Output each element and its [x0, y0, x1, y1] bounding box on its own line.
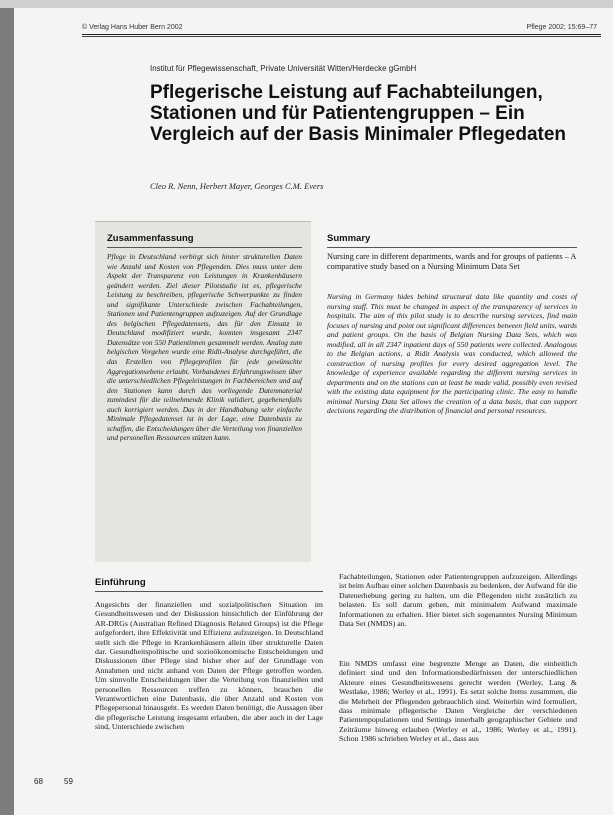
abstract-heading-rule	[107, 247, 302, 248]
running-header-right: Pflege 2002; 15:69–77	[526, 24, 597, 31]
institution-line: Institut für Pflegewissenschaft, Private Universität Witten/Herdecke gGmbH	[150, 64, 417, 73]
intro-column-right-p2: Ein NMDS umfasst eine begrenzte Menge an Daten, die einheitlich definiert sind und den Informationsbedürfnissen der unterschiedlichen Akteure eines Gesundheitswesens gerecht werden (Werley, Lang & Westlake, 1986; Werley et al., 1991). Es setzt solche Items zusammen, die die Mehrheit der Pflegenden gebrauchlich sind. Weiterhin wird formuliert, dass minimale pflegerische Daten Vergleiche der verschiedenen Patientenpopulationen und Settings innerhalb geographischer Gebiete und Zeiträume hinweg erlauben (Werley et al., 1986; Werley et al., 1991). Schon 1986 schrieben Werley et al., dass aus	[339, 659, 577, 744]
scan-left-edge	[0, 0, 14, 815]
abstract-text: Pflege in Deutschland verbirgt sich hinter strukturellen Daten wie Anzahl und Kosten von Pflegenden. Dies muss unter dem Aspekt der Transparenz von Leistungen in Krankenhäusern geändert werden. Ziel dieser Pilotstudie ist es, pflegerische Leistung zu beschreiben, pflegerische Schwerpunkte zu finden und signifikante Unterschiede zwischen Fachabteilungen, Stationen und Patientengruppen aufzuzeigen. Auf der Grundlage des belgischen Pflegedatensets, das für den Einsatz in Deutschland modifiziert wurde, konnten insgesamt 2347 Datensätze von 550 Patientinnen gesammelt werden. Analog zum belgischen Vorgehen wurde eine Ridit-Analyse durchgeführt, die das Erstellen von Pflegeprofilen für jede gewünschte Aggregationsebene erlaubt. Vorhandenes Erfahrungswissen über die unterschiedlichen Pflegeleistungen in Fachbereichen und auf den Stationen kann durch das vorliegende Datenmaterial zumindest für die teilnehmende Klinik validiert, gegebenenfalls auch korrigiert werden. Das in der Handhabung sehr einfache Minimale Pflegedatenset ist in der Lage, eine Datenbasis zu schaffen, die Entscheidungen über die Verteilung von finanziellen und personellen Ressourcen stützen kann.	[107, 252, 302, 443]
intro-column-right-p1: Fachabteilungen, Stationen oder Patientengruppen aufzuzeigen. Allerdings ist beim Aufbau einer solchen Datenbasis zu bedenken, der Aufwand für die Datenerhebung gering zu halten, um die Pflegenden nicht zusätzlich zu belasten. Es soll darum gehen, mit minimalem Aufwand maximale Informationen zu erhalten. Hier bietet sich sogenanntes Nursing Minimum Data Set (NMDS) an.	[339, 572, 577, 629]
intro-heading: Einführung	[95, 577, 146, 588]
header-rule	[82, 34, 601, 35]
summary-text: Nursing in Germany hides behind structural data like quantity and costs of nursing staff. This must be changed in aspect of the transparency of services in hospitals. The aim of this pilot study is to describe nursing services, find main focuses of nursing and point out significant differences between fleld units, wards and patient groups. On the basis of Belgian Nursing Data Sets, which was modified, all in all 2347 inpatient days of 550 patients were collected. Analogous to the Belgian actions, a Ridit Analysis was conducted, which allowed the construction of nursing profiles for every desired aggregation level. The knowledge of experience available regarding the different nursing services in departments and on the stations can at least be made valid, possibly even revised with the existing data equipment for the participating clinic. The easy to handle minimal Nursing Data Set allows the creation of a data basis, that can support decisions regarding the distribution of financial and personal resources.	[327, 292, 577, 415]
abstract-heading: Zusammenfassung	[107, 233, 194, 244]
summary-lead: Nursing care in different departments, wards and for groups of patients – A comparative study based on a Nursing Minimum Data Set	[327, 252, 576, 271]
header-rule-thin	[82, 36, 601, 37]
intro-heading-rule	[95, 591, 323, 592]
author-line: Cleo R. Nenn, Herbert Mayer, Georges C.M. Evers	[150, 181, 324, 191]
intro-column-left: Angesichts der finanziellen und sozialpolitischen Situation im Gesundheitswesen und der Diskussion hinsichtlich der Einführung der AR-DRGs (Australian Refined Diagnosis Related Groups) ist die Pflege aufgefordert, ihre Effektivität und Effizienz aufzuzeigen. In Deutschland stellt sich die Pflege in Krankenhäusern allein über strukturelle Daten dar. Gesundheitspolitische und sozioökonomische Entscheidungen und Diskussionen über Pflege sind bisher eher auf der Grundlage von Annahmen und nicht anhand von Daten der Pflege getroffen worden. Um sinnvolle Entscheidungen über die Verteilung von finanziellen und personellen Ressourcen treffen zu können, brauchen die Verantwortlichen eine Datenbasis, die über Anzahl und Kosten von Pflegepersonal hinausgeht. Es werden Daten benötigt, die Aussagen über die pflegerische Leistung insgesamt erlauben, die aber auch in der Lage sind, Unterschiede zwischen	[95, 600, 323, 732]
page-number-inner: 59	[64, 777, 73, 786]
summary-heading: Summary	[327, 233, 371, 244]
article-title: Pflegerische Leistung auf Fachabteilungen, Stationen und für Patientengruppen – Ein Vergleich auf der Basis Minimaler Pflegedaten	[150, 82, 567, 145]
summary-heading-rule	[327, 247, 577, 248]
page-number-outer: 68	[34, 777, 43, 786]
scan-top-edge	[0, 0, 613, 8]
running-header-left: © Verlag Hans Huber Bern 2002	[82, 24, 183, 31]
